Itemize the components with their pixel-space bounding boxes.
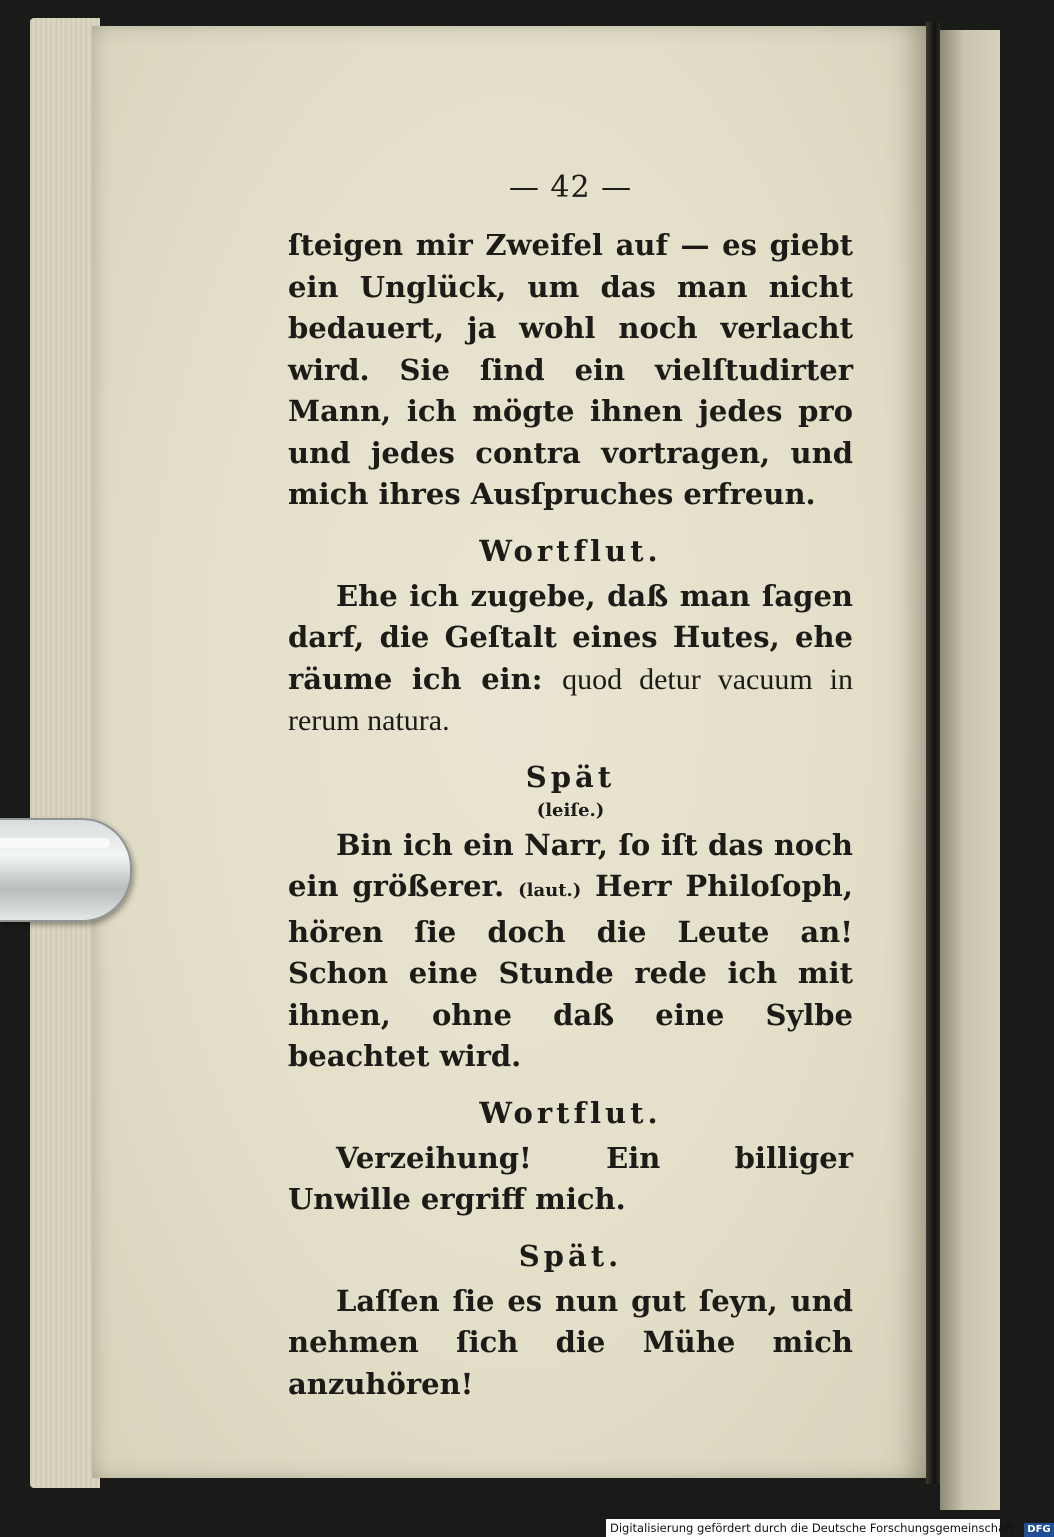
page-edges — [30, 18, 100, 1488]
paragraph-1: ſteigen mir Zweifel auf — es giebt ein Unglück, um das man nicht bedauert, ja wohl noch verlacht wird. Sie ſind ein vielſtudirter Mann, ich mögte ihnen jedes pro und jedes contra vortragen, und mich ihres Ausſpruches erfreun. — [288, 228, 853, 511]
speaker-heading: Spät. — [518, 1238, 623, 1273]
stage-direction-inline: (laut.) — [518, 880, 582, 901]
paragraph-2-text: Ehe ich zugebe, daß man ſagen darf, die Geſtalt eines Hutes, ehe räume ich ein: — [288, 578, 853, 696]
page-clip-highlight — [0, 838, 110, 848]
dfg-logo: DFG — [1024, 1523, 1053, 1537]
paragraph-3-text-a: Bin ich ein Narr, ſo iſt das noch ein größerer. — [288, 827, 853, 903]
digitization-footer — [606, 1519, 1051, 1537]
paragraph-3 — [288, 825, 853, 1078]
latin-phrase: quod detur vacuum in rerum natura. — [288, 662, 853, 737]
speaker-heading: Wortflut. — [479, 533, 662, 568]
page-number: — 42 — — [508, 170, 633, 205]
paragraph-2 — [288, 576, 853, 742]
speaker-heading: Spät — [525, 759, 616, 794]
paragraph-4: Verzeihung! Ein billiger Unwille ergriff mich. — [288, 1140, 853, 1216]
paragraph-3-text-b: Herr Philoſoph, hören ſie doch die Leute an! Schon eine Stunde rede ich mit ihnen, ohne daß eine Sylbe beachtet wird. — [288, 869, 853, 1073]
book-gutter — [926, 22, 940, 1484]
paragraph-5: Laſſen ſie es nun gut ſeyn, und nehmen ſich die Mühe mich anzuhören! — [288, 1283, 853, 1401]
footer-text: Digitalisierung gefördert durch die Deutsche Forschungsgemeinschaft - — [610, 1521, 1022, 1535]
text-block — [288, 170, 853, 1405]
page-clip — [0, 818, 132, 922]
speaker-heading: Wortflut. — [479, 1095, 662, 1130]
facing-page — [940, 30, 1000, 1510]
stage-direction: (leiſe.) — [536, 799, 605, 821]
